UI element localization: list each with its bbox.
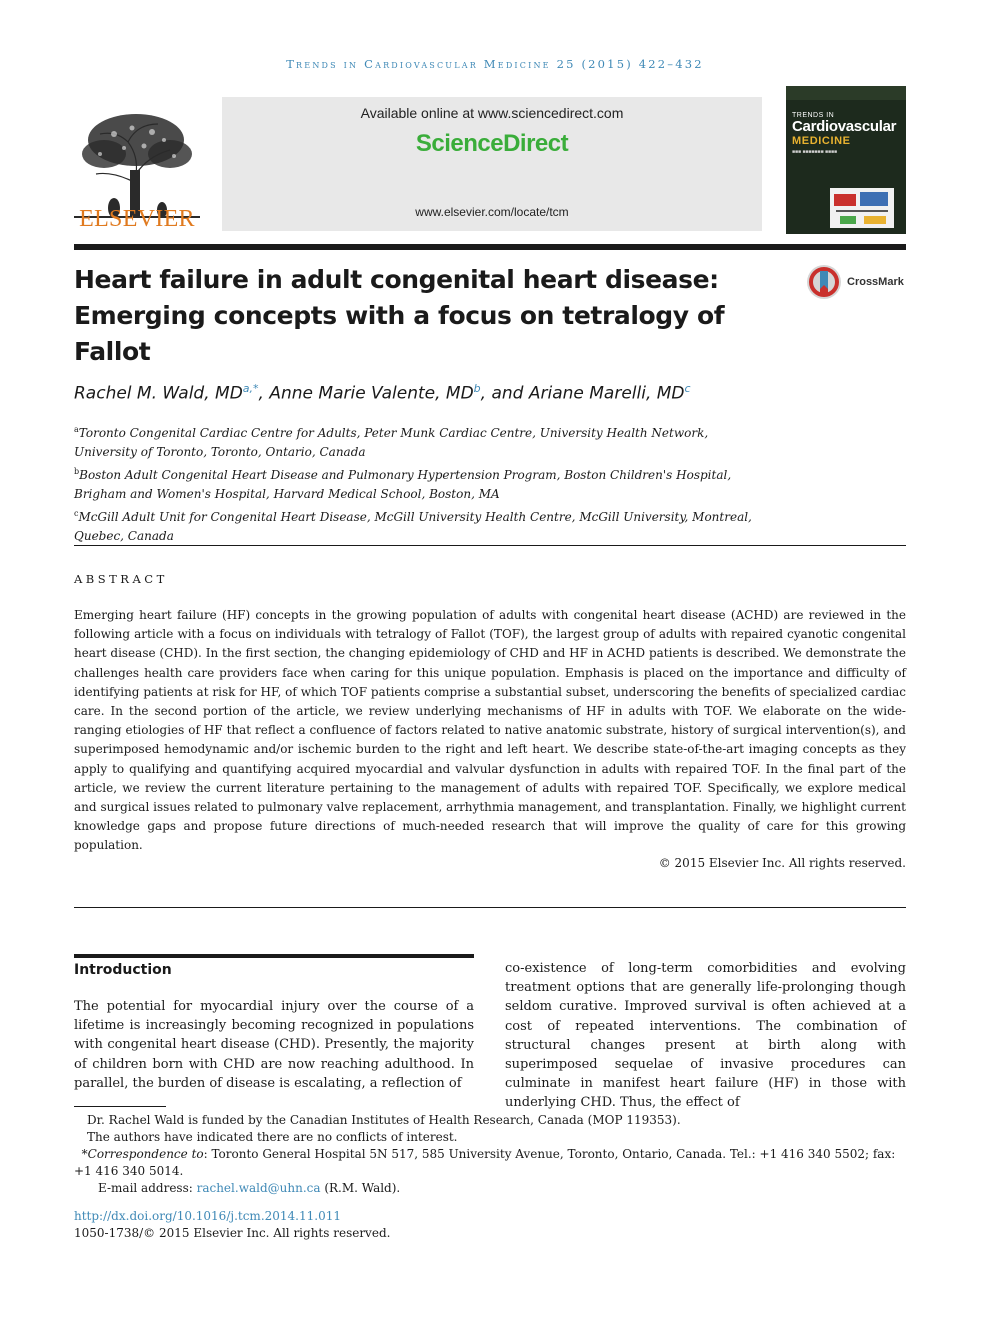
article-title: Heart failure in adult congenital heart disease: Emerging concepts with a focus on tetralogy of Fallot: [74, 265, 725, 366]
cover-top-band: [786, 86, 906, 100]
journal-url[interactable]: www.elsevier.com/locate/tcm: [415, 205, 569, 219]
conflict-note: The authors have indicated there are no conflicts of interest.: [87, 1130, 458, 1144]
affiliation-a: [74, 420, 774, 462]
header-rule: [74, 244, 906, 250]
intro-left-column: The potential for myocardial injury over the course of a lifetime is increasingly becoming recognized in populations with congenital heart disease (CHD). Presently, the majority of children born with CHD are now reaching adulthood. In parallel, the burden of disease is escalating, a reflection of: [74, 999, 474, 1091]
crossmark-label: CrossMark: [847, 276, 904, 288]
author-affil-sup[interactable]: c: [684, 382, 691, 395]
cover-line3: MEDICINE: [792, 135, 851, 147]
sciencedirect-logo[interactable]: ScienceDirect: [415, 130, 569, 157]
affil-text: McGill Adult Unit for Congenital Heart Disease, McGill University Health Centre, McGill University, Montreal, Quebec, Canada: [74, 510, 752, 543]
journal-cover-thumbnail[interactable]: [786, 86, 906, 234]
author-separator: , and: [480, 383, 529, 404]
footnotes: [74, 1112, 906, 1197]
cover-title: [792, 112, 896, 155]
abstract-text: Emerging heart failure (HF) concepts in the growing population of adults with congenital heart disease (ACHD) are reviewed in the following article with a focus on individuals with tetralogy of Fallot (TOF), the largest group of adults with repaired cyanotic congenital heart disease (CHD). In the first section, the changing epidemiology of CHD and HF in ACHD patients is described. We demonstrate the challenges health care providers face when caring for this unique population. Emphasis is placed on the importance and difficulty of identifying patients at risk for HF, of which TOF patients comprise a substantial subset, underscoring the benefits of specialized cardiac care. In the second portion of the article, we review underlying mechanisms of HF in adults with TOF. We elaborate on the wide-ranging etiologies of HF that reflect a confluence of factors related to native anatomic substrate, history of surgical intervention(s), and superimposed hemodynamic and/or ischemic burden to the right and left heart. We describe state-of-the-art imaging concepts as they apply to qualifying and quantifying acquired myocardial and valvular dysfunction in adults with repaired TOF. In the final part of the article, we review the current literature pertaining to the management of adults with repaired TOF. Specifically, we explore medical and surgical issues related to pulmonary valve replacement, arrhythmia management, and transplantation. Finally, we highlight current knowledge gaps and propose future directions of much-needed research that will improve the quality of care for this growing population.: [74, 608, 906, 853]
cover-line2: Cardiovascular: [792, 118, 897, 135]
affil-marker: a: [74, 425, 79, 434]
email-note: [74, 1180, 906, 1197]
intro-rule: [74, 954, 474, 958]
footnote-rule: [74, 1106, 166, 1107]
affil-text: Toronto Congenital Cardiac Centre for Adults, Peter Munk Cardiac Centre, University Health Network, University of Toronto, Toronto, Ontario, Canada: [74, 426, 709, 459]
issn-line: 1050-1738/© 2015 Elsevier Inc. All rights reserved.: [74, 1226, 391, 1240]
funding-note: Dr. Rachel Wald is funded by the Canadian Institutes of Health Research, Canada (MOP 119353).: [87, 1113, 681, 1127]
correspondence-note: [74, 1146, 906, 1180]
crossmark-badge[interactable]: [806, 264, 906, 302]
author-name: Ariane Marelli, MD: [528, 383, 685, 404]
correspondence-label: Correspondence to: [87, 1147, 204, 1161]
affil-text: Boston Adult Congenital Heart Disease and Pulmonary Hypertension Program, Boston Children's Hospital, Brigham and Women's Hospital, Harvard Medical School, Boston, MA: [74, 468, 732, 501]
abstract-divider: [74, 907, 906, 908]
doi-link[interactable]: http://dx.doi.org/10.1016/j.tcm.2014.11.011: [74, 1209, 341, 1223]
abstract-heading: ABSTRACT: [74, 572, 168, 586]
correspondence-text: : Toronto General Hospital 5N 517, 585 University Avenue, Toronto, Ontario, Canada. Tel.: +1 416 340 5502; fax: +1 416 340 5014.: [74, 1147, 896, 1178]
elsevier-logo-text: ELSEVIER: [79, 206, 195, 232]
affiliation-b: [74, 462, 774, 504]
author-list: [74, 382, 904, 404]
cover-figure: [830, 188, 894, 228]
email-label: E-mail address:: [98, 1181, 197, 1195]
affiliation-c: [74, 504, 774, 546]
author-affil-sup[interactable]: a,*: [242, 382, 259, 395]
author-affil-sup[interactable]: b: [473, 382, 481, 395]
affil-marker: c: [74, 509, 79, 518]
email-suffix: (R.M. Wald).: [320, 1181, 401, 1195]
asterisk-marker: *: [74, 1147, 88, 1161]
email-link[interactable]: rachel.wald@uhn.ca: [196, 1181, 321, 1195]
sciencedirect-banner: [222, 97, 762, 231]
journal-reference: Trends in Cardiovascular Medicine 25 (2015) 422–432: [286, 57, 704, 71]
affil-marker: b: [74, 467, 80, 476]
intro-right-column: co-existence of long-term comorbidities and evolving treatment options that are generally life-prolonging though seldom curative. Improved survival is often achieved at a cost of repeated interventions. The combination of structural changes present at birth along with superimposed sequelae of invasive procedures can culminate in manifest heart failure (HF) in those with underlying CHD. Thus, the effect of: [505, 961, 906, 1111]
cover-line1: TRENDS IN: [792, 112, 835, 119]
author-separator: ,: [258, 383, 270, 404]
crossmark-icon: [806, 264, 842, 300]
cover-subtitle-decoration: ■■■ ■■■■■■■ ■■■■: [792, 149, 838, 155]
intro-heading: Introduction: [74, 962, 172, 978]
author-name: Rachel M. Wald, MD: [74, 383, 243, 404]
available-online-text: Available online at www.sciencedirect.com: [360, 105, 624, 121]
copyright-notice: © 2015 Elsevier Inc. All rights reserved.: [658, 856, 906, 870]
affiliation-divider: [74, 545, 906, 546]
affiliations: [74, 420, 774, 546]
author-name: Anne Marie Valente, MD: [269, 383, 474, 404]
